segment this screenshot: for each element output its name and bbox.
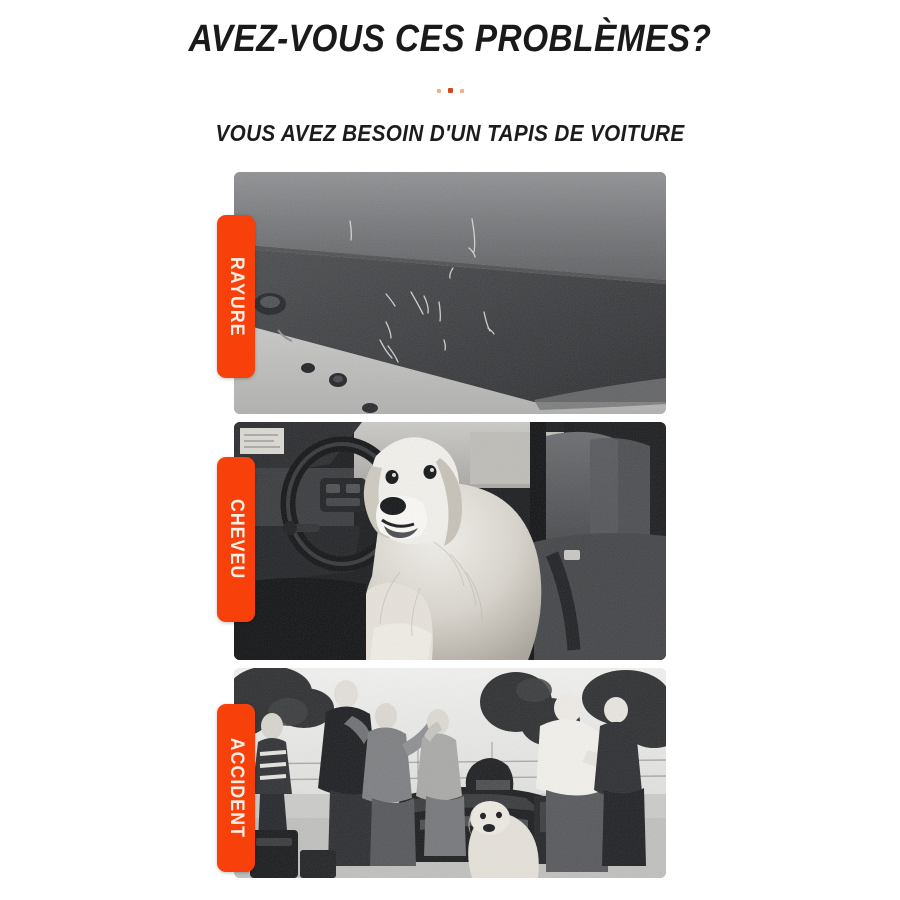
problem-card <box>226 172 666 414</box>
divider-dot-center <box>448 88 453 93</box>
problem-tab-rayure[interactable] <box>217 215 255 378</box>
problem-tab-label: RAYURE <box>226 256 247 337</box>
page-header <box>0 0 900 147</box>
dog-on-car-seat-photo <box>234 422 666 660</box>
problem-card <box>226 422 666 660</box>
page-subtitle: VOUS AVEZ BESOIN D'UN TAPIS DE VOITURE <box>215 119 685 146</box>
problem-tab-cheveu[interactable] <box>217 457 255 622</box>
problem-card-list <box>0 172 900 886</box>
problem-tab-label: CHEVEU <box>226 499 247 580</box>
scratched-car-dashboard-photo <box>234 172 666 414</box>
divider-dots <box>0 84 900 98</box>
divider-dot-left <box>437 89 441 93</box>
page-title: AVEZ-VOUS CES PROBLÈMES? <box>188 18 712 60</box>
problem-tab-label: ACCIDENT <box>226 737 247 839</box>
car-accident-scene-photo <box>234 668 666 878</box>
problem-tab-accident[interactable] <box>217 704 255 872</box>
problem-card <box>226 668 666 878</box>
divider-dot-right <box>460 89 464 93</box>
